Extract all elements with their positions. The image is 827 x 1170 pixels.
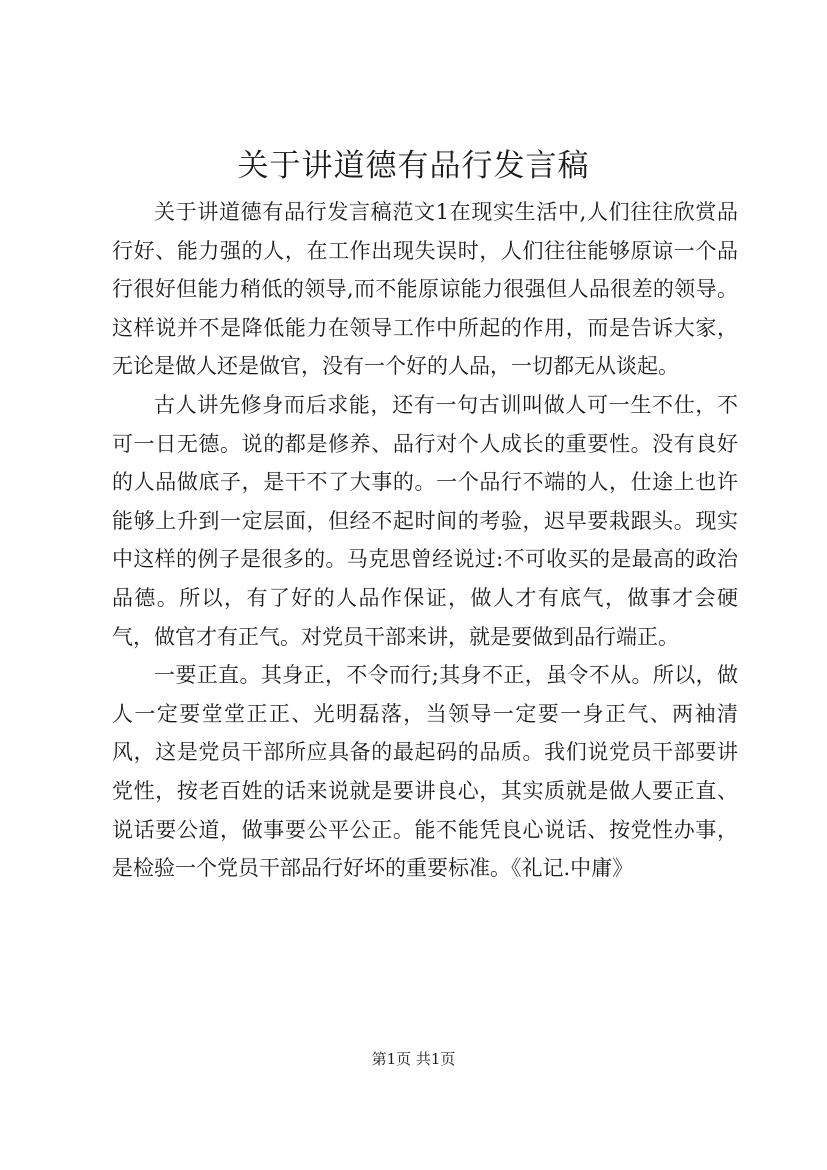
paragraph-2: 古人讲先修身而后求能，还有一句古训叫做人可一生不仕，不可一日无德。说的都是修养、品行对个人成长的重要性。没有良好的人品做底子，是干不了大事的。一个品行不端的人，仕途上也许能够上升到一定层面，但经不起时间的考验，迟早要栽跟头。现实中这样的例子是很多的。马克思曾经说过:不可收买的是最高的政治品德。所以，有了好的人品作保证，做人才有底气，做事才会硬气，做官才有正气。对党员干部来讲，就是要做到品行端正。 — [112, 392, 738, 649]
document-body — [112, 193, 738, 888]
paragraph-3: 一要正直。其身正，不令而行;其身不正，虽令不从。所以，做人一定要堂堂正正、光明磊落，当领导一定要一身正气、两袖清风，这是党员干部所应具备的最起码的品质。我们说党员干部要讲党性，按老百姓的话来说就是要讲良心，其实质就是做人要正直、说话要公道，做事要公平公正。能不能凭良心说话、按党性办事，是检验一个党员干部品行好坏的重要标准。《礼记.中庸》 — [112, 663, 738, 881]
document-title: 关于讲道德有品行发言稿 — [237, 148, 590, 184]
page-footer — [0, 1049, 827, 1069]
page-number-label: 第1页 共1页 — [371, 1050, 456, 1068]
paragraph-1: 关于讲道德有品行发言稿范文1在现实生活中,人们往往欣赏品行好、能力强的人，在工作出现失误时，人们往往能够原谅一个品行很好但能力稍低的领导,而不能原谅能力很强但人品很差的领导。这样说并不是降低能力在领导工作中所起的作用，而是告诉大家，无论是做人还是做官，没有一个好的人品，一切都无从谈起。 — [112, 200, 738, 379]
